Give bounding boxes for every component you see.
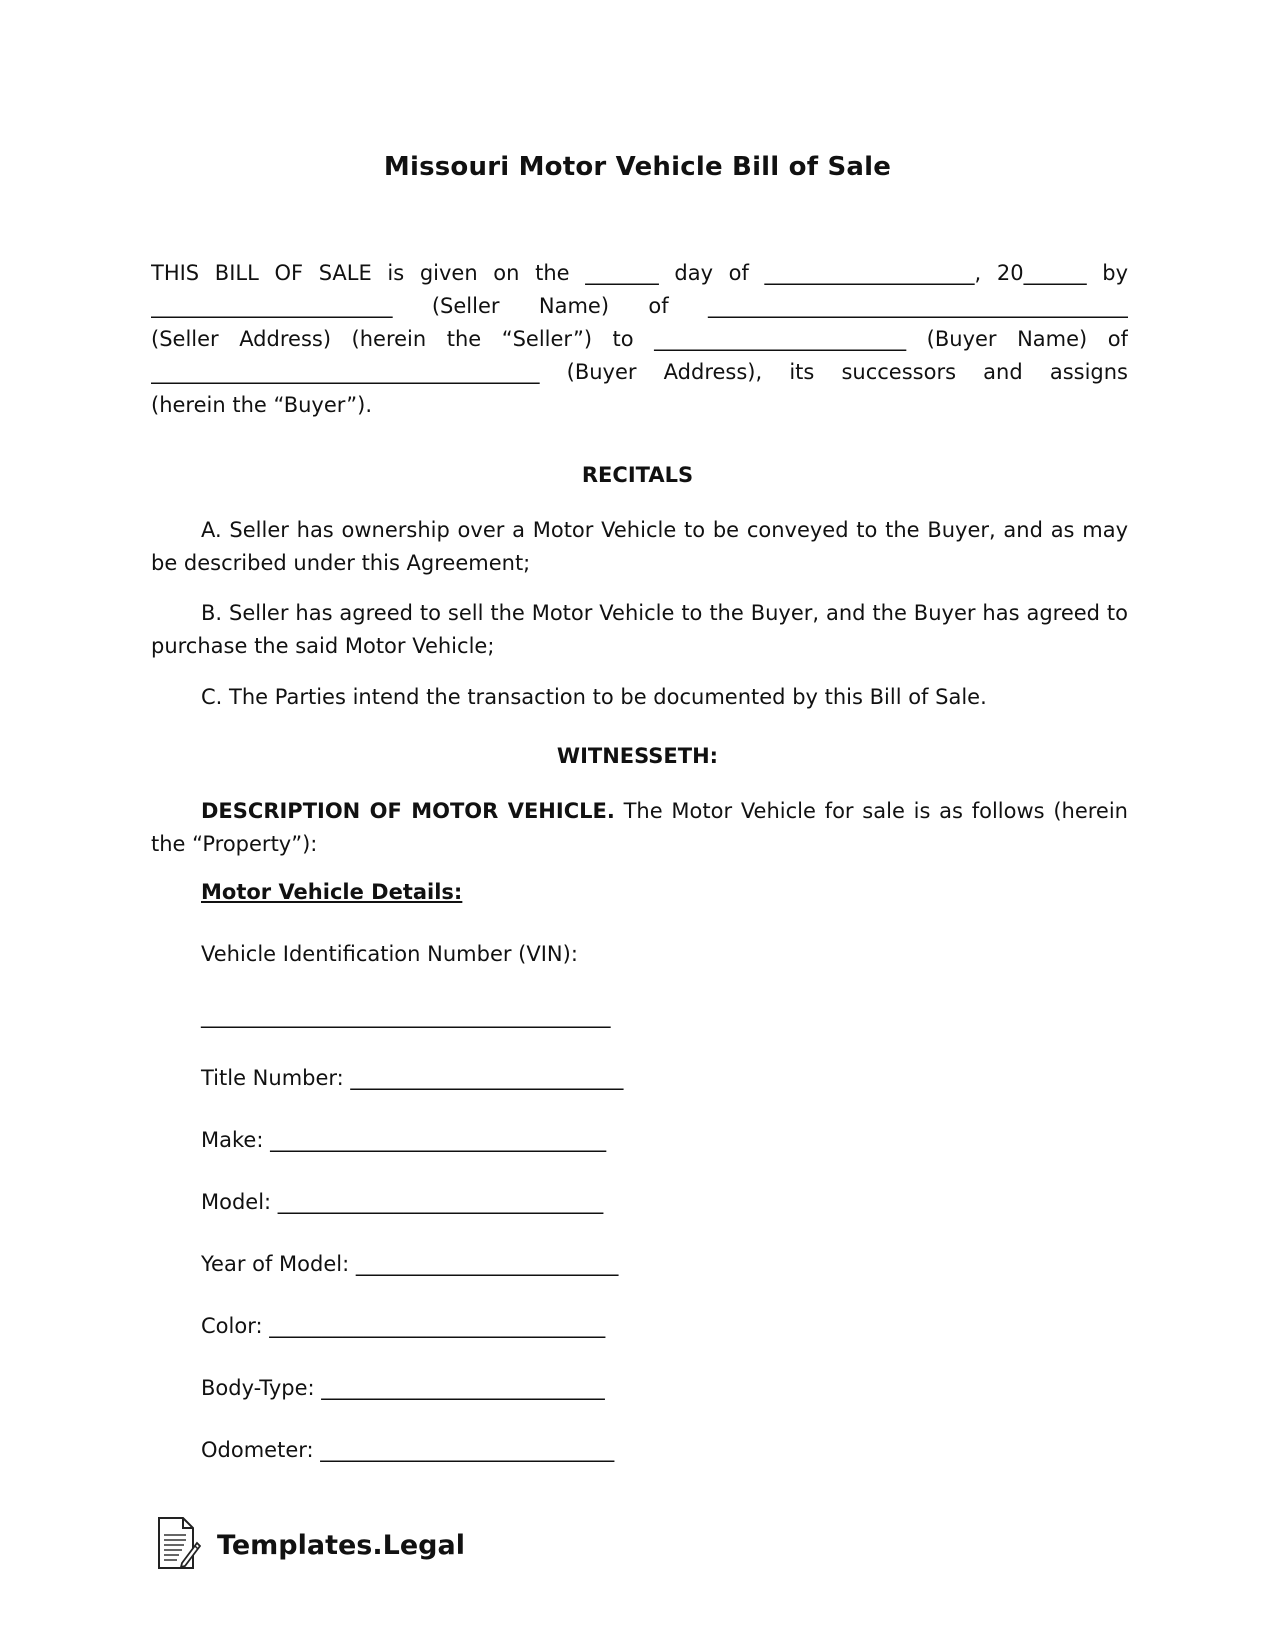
description-paragraph — [151, 795, 1128, 861]
document-title: Missouri Motor Vehicle Bill of Sale — [383, 152, 892, 182]
intro-line-3: (Seller Address) (herein the “Seller”) to ________________________ (Buyer Name) of — [151, 327, 1128, 351]
color-field: Color: ________________________________ — [201, 1314, 606, 1338]
intro-paragraph — [151, 257, 1128, 422]
recital-c: C. The Parties intend the transaction to be documented by this Bill of Sale. — [201, 685, 987, 709]
footer-logo — [155, 1515, 465, 1575]
model-field: Model: _______________________________ — [201, 1190, 604, 1214]
odometer-field: Odometer: ____________________________ — [201, 1438, 615, 1462]
recital-b: B. Seller has agreed to sell the Motor Vehicle to the Buyer, and the Buyer has agreed to purchase the said Motor Vehicle; — [151, 601, 1128, 658]
intro-line-4: _____________________________________ (Buyer Address), its successors and assigns — [151, 360, 1128, 384]
vin-label: Vehicle Identification Number (VIN): — [201, 942, 578, 966]
description-text: The Motor Vehicle for sale is as follows (herein the “Property”): — [151, 799, 1128, 856]
witnesseth-heading: WITNESSETH: — [556, 744, 719, 768]
intro-line-5: (herein the “Buyer”). — [151, 393, 373, 417]
intro-line-2: _______________________ (Seller Name) of ________________________________________ — [151, 294, 1128, 318]
vin-field: _______________________________________ — [201, 1004, 611, 1028]
brand-name: Templates.Legal — [217, 1529, 465, 1561]
recitals-heading: RECITALS — [581, 463, 694, 487]
body-type-field: Body-Type: ___________________________ — [201, 1376, 605, 1400]
intro-line-1: THIS BILL OF SALE is given on the _______ day of ____________________, 20______ by — [151, 261, 1128, 285]
make-field: Make: ________________________________ — [201, 1128, 607, 1152]
details-heading: Motor Vehicle Details: — [201, 880, 463, 904]
title-number-field: Title Number: __________________________ — [201, 1066, 624, 1090]
year-of-model-field: Year of Model: _________________________ — [201, 1252, 619, 1276]
document-pen-icon — [155, 1515, 201, 1575]
description-label: DESCRIPTION OF MOTOR VEHICLE. — [201, 799, 615, 823]
recital-a: A. Seller has ownership over a Motor Vehicle to be conveyed to the Buyer, and as may be described under this Agreement; — [151, 518, 1128, 575]
